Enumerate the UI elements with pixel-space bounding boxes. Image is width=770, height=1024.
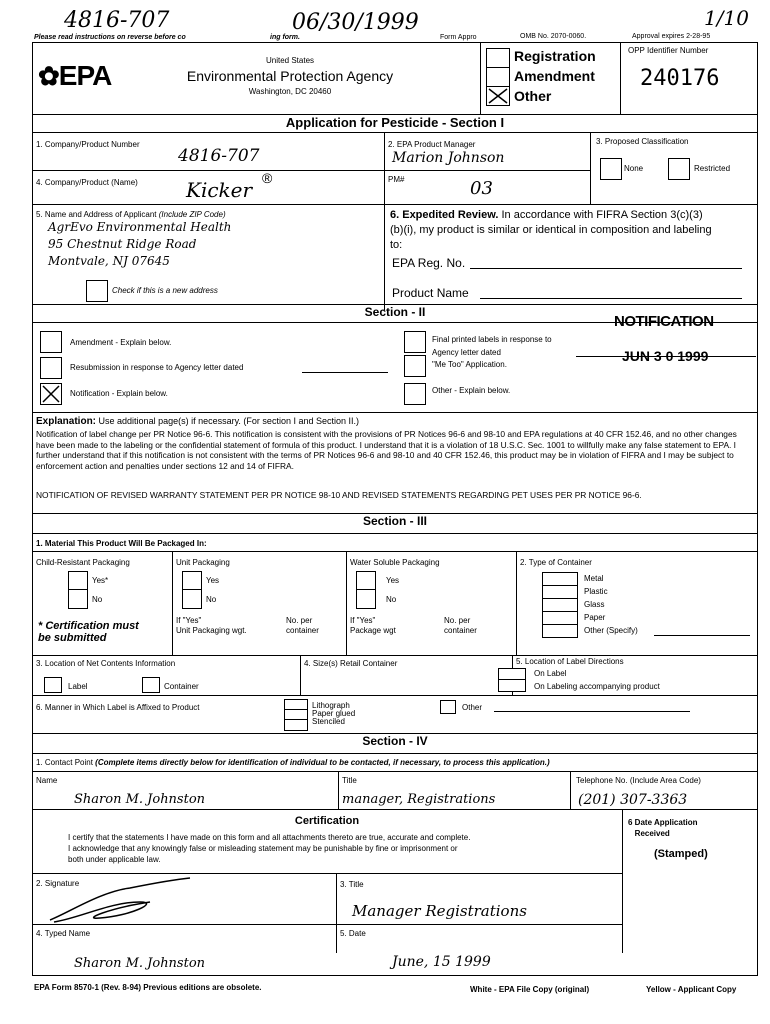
explanation-header: Explanation: Use additional page(s) if necessary. (For section I and Section II.): [36, 416, 359, 427]
applicant-line-3: Montvale, NJ 07645: [48, 254, 170, 268]
restricted-label: Restricted: [694, 164, 731, 173]
amendment-label: Amendment: [514, 68, 595, 84]
contact-title-value: manager, Registrations: [342, 792, 496, 807]
final-labels-label: Final printed labels in response to: [432, 335, 552, 344]
date-label: 5. Date: [340, 929, 366, 938]
unit-yes-label: Yes: [206, 576, 220, 585]
agency-letter-label: Agency letter dated: [432, 348, 501, 357]
epa-reg-label: EPA Reg. No.: [392, 256, 466, 270]
field-5-label: 5. Name and Address of Applicant (Include ZIP Code): [36, 210, 226, 219]
date-received-label: 6 Date Application Received: [628, 818, 698, 838]
child-yes-label: Yes*: [92, 576, 109, 585]
notification-stamp-date: JUN 3 0 1999: [622, 348, 709, 364]
on-labeling-option: On Labeling accompanying product: [534, 682, 660, 691]
explanation-body-2: NOTIFICATION OF REVISED WARRANTY STATEMENT PER PR NOTICE 98-10 AND REVISED STATEMENTS REGARDING PET USES PER PR NOTICE 96-6.: [36, 490, 642, 500]
unit-no-label: No: [206, 595, 217, 604]
product-name-line[interactable]: [480, 298, 742, 299]
water-no-label: No: [386, 595, 397, 604]
net-contents-label: 3. Location of Net Contents Information: [36, 659, 176, 668]
label-directions-boxes[interactable]: [498, 668, 526, 692]
resubmission-checkbox[interactable]: [40, 357, 62, 379]
child-resistant-yes-no-box[interactable]: [68, 571, 88, 609]
water-soluble-yes-no-box[interactable]: [356, 571, 376, 609]
registered-mark: ®: [262, 170, 273, 186]
signature-label: 2. Signature: [36, 879, 80, 888]
child-resistant-label: Child-Resistant Packaging: [36, 558, 130, 567]
net-contents-label-checkbox[interactable]: [44, 677, 62, 693]
amendment-explain-checkbox[interactable]: [40, 331, 62, 353]
section-3-title: Section - III: [362, 514, 427, 528]
other-label: Other: [514, 88, 552, 104]
unit-packaging-label: Unit Packaging: [176, 558, 230, 567]
epa-flower-icon: ✿: [38, 61, 59, 91]
field-3-label: 3. Proposed Classification: [596, 137, 689, 146]
unit-packaging-yes-no-box[interactable]: [182, 571, 202, 609]
manner-affixed-label: 6. Manner in Which Label is Affixed to Product: [36, 703, 200, 712]
other-specify-label: Other (Specify): [584, 626, 638, 635]
metal-label: Metal: [584, 574, 604, 583]
manner-other-checkbox[interactable]: [440, 700, 456, 714]
other-explain-label: Other - Explain below.: [432, 386, 511, 395]
yellow-copy-label: Yellow - Applicant Copy: [646, 985, 737, 994]
stamped-label: (Stamped): [654, 848, 708, 860]
contact-name-label: Name: [36, 776, 58, 785]
typed-name-value: Sharon M. Johnston: [74, 956, 206, 971]
glass-label: Glass: [584, 600, 605, 609]
white-copy-label: White - EPA File Copy (original): [470, 985, 590, 994]
new-address-label: Check if this is a new address: [112, 286, 218, 295]
handwritten-reg-number: 4816-707: [64, 8, 170, 33]
epa-logo: ✿EPA: [38, 60, 112, 91]
resubmission-label: Resubmission in response to Agency letter dated: [70, 363, 244, 372]
field-4-value: Kicker: [186, 178, 253, 202]
paper-label: Paper: [584, 613, 606, 622]
form-approved: Form Appro: [440, 34, 477, 41]
restricted-checkbox[interactable]: [668, 158, 690, 180]
other-explain-checkbox[interactable]: [404, 383, 426, 405]
handwritten-date: 06/30/1999: [292, 10, 419, 35]
check-x-icon: [41, 384, 61, 404]
manner-affixed-boxes[interactable]: [284, 699, 308, 731]
net-container-option: Container: [164, 682, 199, 691]
applicant-line-1: AgrEvo Environmental Health: [48, 220, 232, 234]
pm-value: 03: [470, 178, 493, 199]
field-2-label: 2. EPA Product Manager: [388, 140, 476, 149]
signer-title-value: Manager Registrations: [352, 902, 527, 920]
section-4-title: Section - IV: [362, 734, 428, 748]
omb-number: OMB No. 2070-0060.: [520, 33, 587, 40]
typed-name-label: 4. Typed Name: [36, 929, 91, 938]
certification-text: I certify that the statements I have made on this form and all attachments thereto are true, accurate and complete. I acknowledge that any knowingly false or misleading statement may be punishable by fine or imprisonment or both under applicable law.: [68, 833, 471, 864]
approval-expires: Approval expires 2-28-95: [632, 33, 711, 40]
product-name-label: Product Name: [392, 286, 469, 300]
telephone-label: Telephone No. (Include Area Code): [576, 776, 701, 785]
me-too-checkbox[interactable]: [404, 355, 426, 377]
handwritten-page-count: 1/10: [704, 6, 749, 30]
epa-reg-line[interactable]: [470, 268, 742, 269]
net-label-option: Label: [68, 682, 88, 691]
me-too-label: "Me Too" Application.: [432, 360, 507, 369]
signer-title-label: 3. Title: [340, 880, 364, 889]
net-contents-container-checkbox[interactable]: [142, 677, 160, 693]
contact-point-label: 1. Contact Point (Complete items directly below for identification of individual to be contacted, if necessary, to process this application.): [36, 758, 550, 767]
manner-other-label: Other: [462, 703, 483, 712]
expedited-review: 6. Expedited Review. In accordance with FIFRA Section 3(c)(3) (b)(i), my product is similar or identical in composition and labeling to:: [390, 209, 712, 251]
contact-name-value: Sharon M. Johnston: [74, 792, 206, 807]
pm-label: PM#: [388, 175, 405, 184]
registration-label: Registration: [514, 48, 596, 64]
retail-size-label: 4. Size(s) Retail Container: [304, 659, 398, 668]
instructions-note: Please read instructions on reverse before co: [34, 34, 186, 41]
material-label: 1. Material This Product Will Be Packaged In:: [36, 539, 207, 548]
date-value: June, 15 1999: [392, 954, 491, 970]
label-directions-label: 5. Location of Label Directions: [516, 657, 624, 666]
unit-if-yes: If "Yes" Unit Packaging wgt.: [176, 616, 247, 635]
plastic-label: Plastic: [584, 587, 608, 596]
field-1-label: 1. Company/Product Number: [36, 140, 140, 149]
form-number: EPA Form 8570-1 (Rev. 8-94) Previous editions are obsolete.: [34, 983, 262, 992]
opp-identifier-number: 240176: [640, 66, 720, 91]
agency-address: Washington, DC 20460: [248, 87, 332, 96]
water-no-per: No. per container: [444, 616, 477, 635]
field-1-value: 4816-707: [178, 146, 260, 166]
applicant-line-2: 95 Chestnut Ridge Road: [48, 237, 197, 251]
water-if-yes: If "Yes" Package wgt: [350, 616, 396, 635]
signature-scribble: [40, 872, 210, 928]
instructions-note-cont: ing form.: [270, 34, 300, 41]
field-4-label: 4. Company/Product (Name): [36, 178, 138, 187]
unit-no-per: No. per container: [286, 616, 319, 635]
certification-title: Certification: [294, 815, 360, 827]
none-checkbox[interactable]: [600, 158, 622, 180]
united-states: United States: [265, 56, 315, 65]
registration-checkbox[interactable]: [486, 48, 510, 68]
agency-name: Environmental Protection Agency: [186, 68, 394, 84]
amendment-checkbox[interactable]: [486, 67, 510, 87]
container-type-boxes[interactable]: [542, 572, 578, 638]
amendment-explain-label: Amendment - Explain below.: [70, 338, 172, 347]
water-yes-label: Yes: [386, 576, 400, 585]
field-2-value: Marion Johnson: [392, 150, 505, 166]
new-address-checkbox[interactable]: [86, 280, 108, 302]
section-1-title: Application for Pesticide - Section I: [285, 115, 505, 130]
final-labels-checkbox[interactable]: [404, 331, 426, 353]
on-label-option: On Label: [534, 669, 567, 678]
certification-note: * Certification must be submitted: [38, 620, 139, 644]
child-no-label: No: [92, 595, 103, 604]
other-checkbox[interactable]: [486, 86, 510, 106]
explanation-body: Notification of label change per PR Notice 96-6. This notification is consistent with the provisions of PR Notices 96-6 and 98-10 and EPA regulations at 40 CFR 152.46, and no other changes have been made to the labeling or the confidential statement of formula of this product. I understand that it is a violation of 18 U.S.C. Sec. 1001 to willfully make any false statement to EPA. I further understand that if this notification is not consistent with the terms of PR Notices 96-6 and 98-10 and 40 CFR 152.46, this product may be in violation of FIFRA and I may be subject to enforcement action and penalties under sections 12 and 14 of FIFRA.: [36, 429, 737, 471]
notification-stamp: NOTIFICATION: [614, 313, 714, 330]
none-label: None: [624, 164, 644, 173]
container-type-label: 2. Type of Container: [520, 558, 592, 567]
telephone-value: (201) 307-3363: [578, 792, 688, 808]
opp-identifier-label: OPP Identifier Number: [628, 46, 709, 55]
water-soluble-label: Water Soluble Packaging: [350, 558, 440, 567]
check-x-icon: [487, 87, 509, 105]
notification-label: Notification - Explain below.: [70, 389, 168, 398]
notification-checkbox[interactable]: [40, 383, 62, 405]
manner-options: Lithograph Paper glued Stenciled: [312, 701, 356, 726]
contact-title-label: Title: [342, 776, 357, 785]
section-2-title: Section - II: [364, 305, 426, 319]
